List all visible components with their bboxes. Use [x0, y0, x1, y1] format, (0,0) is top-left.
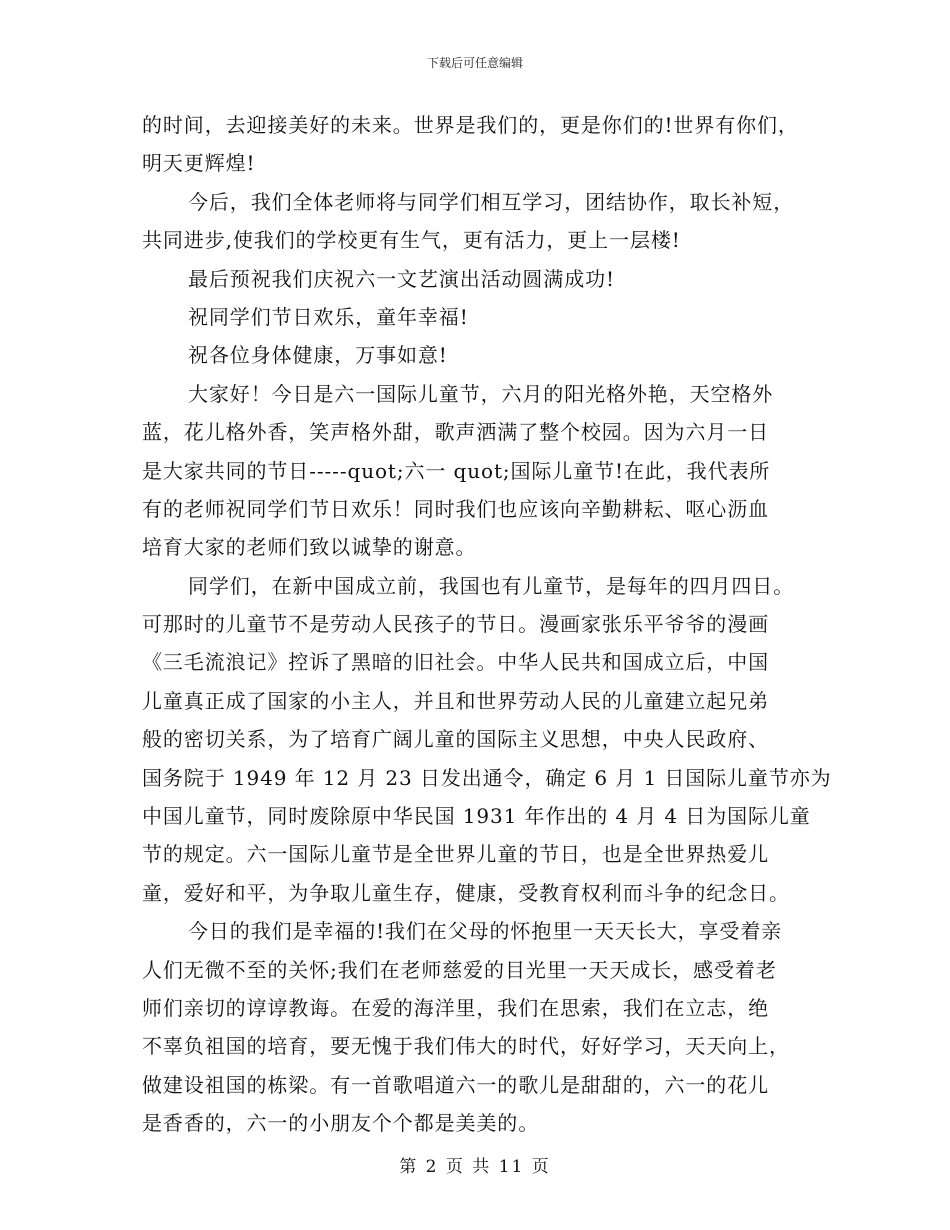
body-line: 祝各位身体健康，万事如意!: [188, 343, 448, 368]
body-line: 做建设祖国的栋梁。有一首歌唱道六一的歌儿是甜甜的，六一的花儿: [142, 1072, 769, 1097]
body-line: 蓝，花儿格外香，笑声格外甜，歌声洒满了整个校园。因为六月一日: [142, 420, 769, 445]
body-line: 人们无微不至的关怀;我们在老师慈爱的目光里一天天成长，感受着老: [142, 957, 777, 982]
body-line: 般的密切关系，为了培育广阔儿童的国际主义思想，中央人民政府、: [142, 727, 769, 752]
body-line: 节的规定。六一国际儿童节是全世界儿童的节日，也是全世界热爱儿: [142, 842, 769, 867]
body-line: 培育大家的老师们致以诚挚的谢意。: [142, 535, 477, 560]
page-header-note: 下载后可任意编辑: [426, 56, 523, 70]
body-line: 今后，我们全体老师将与同学们相互学习，团结协作，取长补短，: [188, 189, 795, 214]
body-line: 共同进步,使我们的学校更有生气，更有活力，更上一层楼!: [142, 228, 681, 253]
body-line: 师们亲切的谆谆教诲。在爱的海洋里，我们在思索，我们在立志，绝: [142, 995, 769, 1020]
page-number-footer: 第 2 页 共 11 页: [399, 1157, 551, 1177]
body-line: 中国儿童节，同时废除原中华民国 1931 年作出的 4 月 4 日为国际儿童: [142, 804, 811, 829]
body-line: 最后预祝我们庆祝六一文艺演出活动圆满成功!: [188, 266, 615, 291]
body-line: 国务院于 1949 年 12 月 23 日发出通令，确定 6 月 1 日国际儿童节亦为: [142, 765, 832, 790]
body-line: 不辜负祖国的培育，要无愧于我们伟大的时代，好好学习，天天向上，: [142, 1034, 790, 1059]
body-line: 明天更辉煌!: [142, 151, 256, 176]
body-line: 祝同学们节日欢乐，童年幸福!: [188, 304, 469, 329]
body-line: 可那时的儿童节不是劳动人民孩子的节日。漫画家张乐平爷爷的漫画: [142, 612, 769, 637]
body-line: 《三毛流浪记》控诉了黑暗的旧社会。中华人民共和国成立后，中国: [142, 650, 769, 675]
body-line: 的时间，去迎接美好的未来。世界是我们的，更是你们的!世界有你们，: [142, 113, 799, 137]
body-line: 是香香的，六一的小朋友个个都是美美的。: [142, 1111, 540, 1136]
body-line: 今日的我们是幸福的!我们在父母的怀抱里一天天长大，享受着亲: [188, 919, 783, 944]
body-line: 童，爱好和平，为争取儿童生存，健康，受教育权利而斗争的纪念日。: [142, 880, 790, 905]
body-line: 有的老师祝同学们节日欢乐！同时我们也应该向辛勤耕耘、呕心沥血: [142, 496, 769, 521]
body-line: 儿童真正成了国家的小主人，并且和世界劳动人民的儿童建立起兄弟: [142, 688, 769, 713]
body-line: 是大家共同的节日-----quot;六一 quot;国际儿童节!在此，我代表所: [142, 458, 771, 483]
body-line: 同学们，在新中国成立前，我国也有儿童节，是每年的四月四日。: [188, 573, 795, 598]
body-line: 大家好！今日是六一国际儿童节，六月的阳光格外艳，天空格外: [188, 381, 774, 406]
document-body: [142, 106, 832, 1143]
